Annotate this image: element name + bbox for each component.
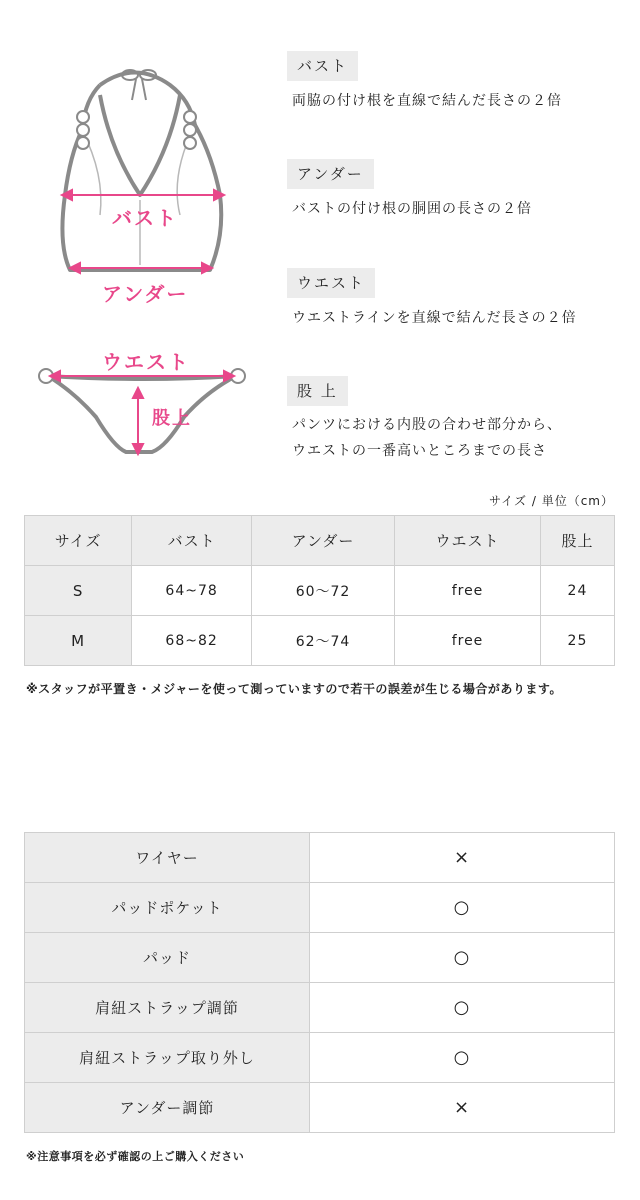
feature-row	[25, 983, 615, 1033]
feature-row	[25, 833, 615, 883]
size-table-header: ウエスト	[395, 516, 541, 566]
size-unit-label: サイズ / 単位（cm）	[489, 494, 614, 508]
measure-label-waist: ウエスト	[287, 268, 375, 298]
feature-row	[25, 883, 615, 933]
feature-name: 肩紐ストラップ調節	[25, 983, 310, 1033]
measure-desc-rise-line1: パンツにおける内股の合わせ部分から、	[292, 417, 562, 433]
feature-name: パッドポケット	[25, 883, 310, 933]
size-table-cell: M	[25, 616, 132, 666]
diagram-label-bust: バスト	[112, 206, 178, 230]
feature-value: ○	[310, 883, 615, 933]
measure-label-bust: バスト	[287, 51, 358, 81]
size-table-cell: 68~82	[132, 616, 252, 666]
bikini-top-diagram	[40, 55, 250, 305]
size-table-header: バスト	[132, 516, 252, 566]
feature-value: ×	[310, 1083, 615, 1133]
size-table-cell: 25	[540, 616, 614, 666]
size-table-cell: 60〜72	[251, 566, 394, 616]
size-table-cell: 24	[540, 566, 614, 616]
size-table-cell: free	[395, 616, 541, 666]
measure-label-rise: 股 上	[287, 376, 348, 406]
measure-desc-waist: ウエストラインを直線で結んだ長さの２倍	[292, 310, 577, 326]
measure-desc-rise-line2: ウエストの一番高いところまでの長さ	[292, 443, 547, 459]
size-table-header: アンダー	[251, 516, 394, 566]
size-table-header: サイズ	[25, 516, 132, 566]
feature-name: パッド	[25, 933, 310, 983]
feature-name: アンダー調節	[25, 1083, 310, 1133]
feature-value: ○	[310, 933, 615, 983]
bottom-note: ※注意事項を必ず確認の上ご購入ください	[26, 1150, 245, 1163]
feature-table	[24, 832, 615, 1133]
diagram-label-waist: ウエスト	[102, 350, 190, 374]
feature-value: ×	[310, 833, 615, 883]
measure-label-under: アンダー	[287, 159, 374, 189]
size-table-header: 股上	[540, 516, 614, 566]
measure-desc-under: バストの付け根の胴囲の長さの２倍	[292, 201, 532, 217]
size-table-cell: S	[25, 566, 132, 616]
bikini-bottom-diagram	[34, 362, 250, 462]
size-table-header-row	[25, 516, 615, 566]
feature-value: ○	[310, 1033, 615, 1083]
diagram-label-rise: 股上	[152, 408, 192, 429]
diagram-label-under: アンダー	[102, 282, 189, 306]
size-table-cell: 64~78	[132, 566, 252, 616]
feature-row	[25, 1083, 615, 1133]
feature-name: 肩紐ストラップ取り外し	[25, 1033, 310, 1083]
feature-row	[25, 1033, 615, 1083]
size-table	[24, 515, 615, 666]
size-table-row	[25, 616, 615, 666]
size-note: ※スタッフが平置き・メジャーを使って測っていますので若干の誤差が生じる場合があります。	[26, 682, 562, 696]
feature-row	[25, 933, 615, 983]
feature-name: ワイヤー	[25, 833, 310, 883]
measure-desc-bust: 両脇の付け根を直線で結んだ長さの２倍	[292, 93, 562, 109]
size-table-row	[25, 566, 615, 616]
feature-value: ○	[310, 983, 615, 1033]
size-table-cell: 62〜74	[251, 616, 394, 666]
size-table-cell: free	[395, 566, 541, 616]
